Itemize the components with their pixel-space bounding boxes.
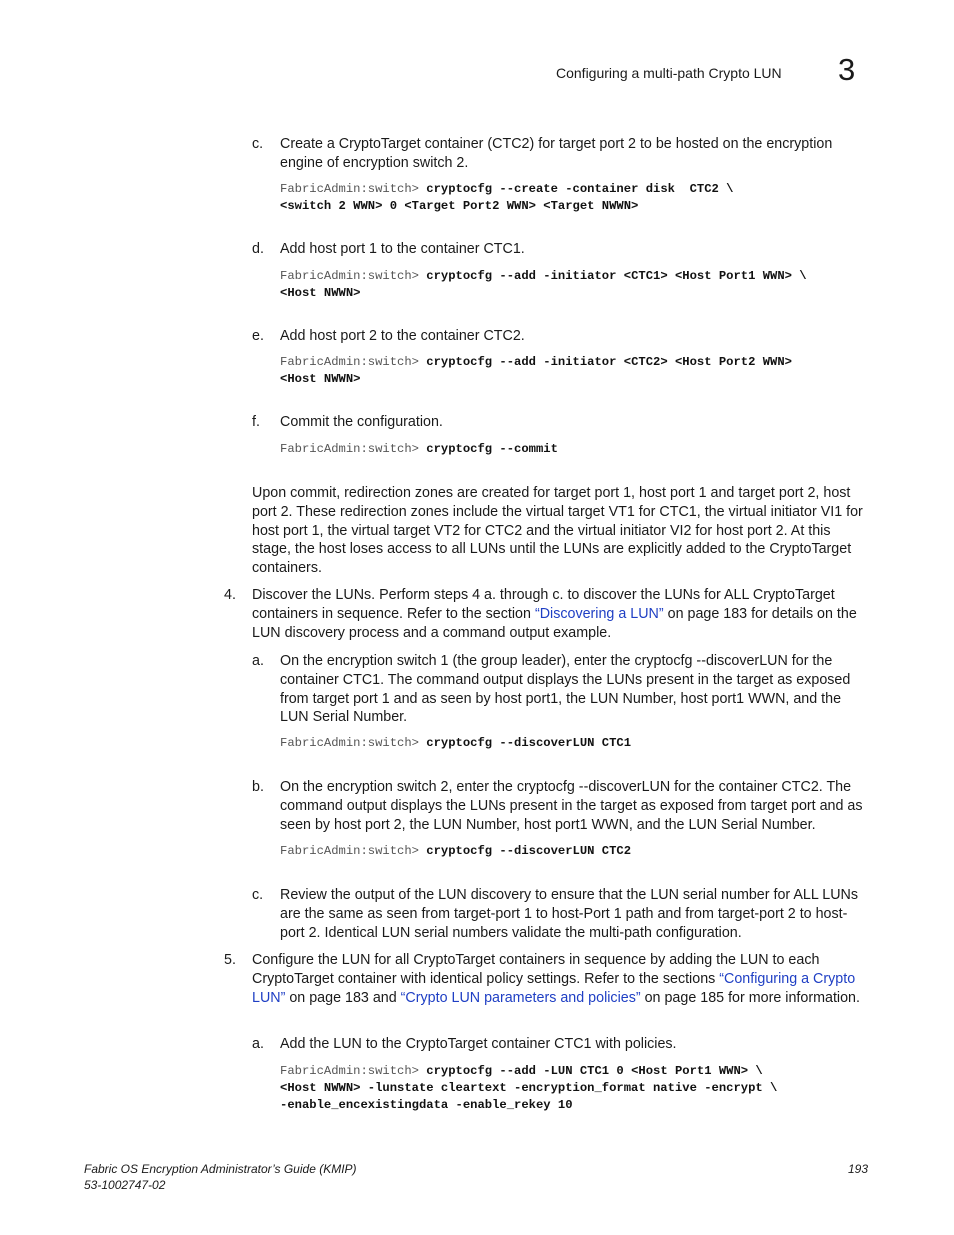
code-discover-ctc2: [280, 843, 870, 860]
step-4c-label: c.: [252, 887, 264, 903]
step-d-text: Add host port 1 to the container CTC1.: [280, 241, 525, 257]
step-c-label: c.: [252, 136, 264, 152]
code-command: cryptocfg --add -LUN CTC1 0 <Host Port1 WWN> \: [426, 1064, 763, 1078]
code-command: cryptocfg --add -initiator <CTC2> <Host Port2 WWN>: [426, 355, 792, 369]
code-command: <switch 2 WWN> 0 <Target Port2 WWN> <Target NWWN>: [280, 198, 639, 213]
text-run: on page 183 and: [285, 989, 401, 1006]
step-e-text: Add host port 2 to the container CTC2.: [280, 328, 525, 344]
code-prompt: FabricAdmin:switch>: [280, 1064, 427, 1078]
code-prompt: FabricAdmin:switch>: [280, 269, 427, 283]
step-4a-text: [280, 652, 870, 727]
footer-doc-title: Fabric OS Encryption Administrator’s Guide (KMIP): [84, 1162, 357, 1176]
code-command: cryptocfg --commit: [426, 442, 558, 456]
step-4b-text: [280, 778, 870, 834]
step-5-text: [252, 951, 870, 1007]
step-f-text: Commit the configuration.: [280, 414, 443, 430]
text-run: on page 185 for more information.: [640, 989, 860, 1006]
link-configuring-crypto-lun[interactable]: “Configuring a Crypto LUN”: [252, 970, 856, 1006]
step-4b-label: b.: [252, 779, 264, 795]
step-5a-label: a.: [252, 1036, 264, 1052]
text-run: for the container CTC2. The command output displays the LUNs present in the target as exposed from target port and as seen by host port 2, the LUN Number, host port1 WWN, and the LUN Serial Number.: [280, 779, 863, 833]
chapter-number: 3: [838, 52, 856, 87]
commit-paragraph: Upon commit, redirection zones are created for target port 1, host port 1 and target port 2, host port 2. These redirection zones include the virtual target VT1 for CTC1, the virtual initiator VI1 for host port 1, the virtual target VT2 for CTC2 and the virtual initiator VI2 for host port 2. At this stage, the host loses access to all LUNs until the LUNs are explicitly added to the CryptoTarget containers.: [252, 485, 863, 577]
code-command: <Host NWWN> -lunstate cleartext -encryption_format native -encrypt \: [280, 1080, 778, 1095]
step-4-label: 4.: [224, 587, 236, 603]
text-run: Configure the LUN for all CryptoTarget containers in sequence by adding the LUN to each CryptoTarget container with identical policy settings. Refer to the sections: [252, 952, 820, 987]
text-run: On the encryption switch 1 (the group leader), enter the: [280, 653, 635, 669]
footer-doc-id: 53-1002747-02: [84, 1178, 166, 1192]
text-run: On the encryption switch 2, enter the: [280, 779, 517, 795]
step-f-label: f.: [252, 414, 260, 430]
code-command: cryptocfg --discoverLUN CTC1: [426, 736, 632, 750]
step-4a-label: a.: [252, 653, 264, 669]
code-command: <Host NWWN>: [280, 285, 361, 300]
code-add-initiator-2: [280, 354, 870, 388]
code-prompt: FabricAdmin:switch>: [280, 844, 427, 858]
step-4c-text: Review the output of the LUN discovery to ensure that the LUN serial number for ALL LUNs are the same as seen from target-port 1 to host-Port 1 path and from target-port 2 to host-port 2. Identical LUN serial numbers validate the multi-path configuration.: [280, 887, 858, 941]
code-command: cryptocfg --create -container disk CTC2 \: [426, 182, 734, 196]
link-crypto-lun-parameters[interactable]: “Crypto LUN parameters and policies”: [400, 989, 641, 1006]
step-e-label: e.: [252, 328, 264, 344]
code-prompt: FabricAdmin:switch>: [280, 442, 427, 456]
code-commit: [280, 441, 870, 458]
code-command: cryptocfg --add -initiator <CTC1> <Host Port1 WWN> \: [426, 269, 807, 283]
running-header-title: Configuring a multi-path Crypto LUN: [556, 65, 782, 81]
step-5-label: 5.: [224, 952, 236, 968]
step-5a-text: Add the LUN to the CryptoTarget container CTC1 with policies.: [280, 1036, 677, 1052]
code-add-initiator-1: [280, 268, 870, 302]
code-command: cryptocfg --discoverLUN CTC2: [426, 844, 632, 858]
code-command: <Host NWWN>: [280, 371, 361, 386]
text-run: for the container CTC1. The command output displays the LUNs present in the target as exposed from target port 1 and as seen by host port1, the LUN Number, host port1 WWN, and the LUN Serial Number.: [280, 653, 851, 726]
code-command: -enable_encexistingdata -enable_rekey 10: [280, 1097, 573, 1112]
code-prompt: FabricAdmin:switch>: [280, 355, 427, 369]
footer-page-number: 193: [848, 1162, 869, 1176]
code-prompt: FabricAdmin:switch>: [280, 736, 427, 750]
inline-command: cryptocfg --discoverLUN: [634, 653, 788, 669]
inline-command: cryptocfg --discoverLUN: [516, 779, 671, 795]
code-add-lun: [280, 1063, 870, 1113]
code-prompt: FabricAdmin:switch>: [280, 182, 427, 196]
step-d-label: d.: [252, 241, 264, 257]
code-create-container: [280, 181, 870, 215]
code-discover-ctc1: [280, 735, 870, 752]
step-4-text: [252, 586, 870, 642]
link-discovering-a-lun[interactable]: “Discovering a LUN”: [534, 605, 664, 622]
step-c-text: Create a CryptoTarget container (CTC2) for target port 2 to be hosted on the encryption engine of encryption switch 2.: [280, 136, 833, 171]
text-run: Discover the LUNs. Perform steps 4 a. through c. to discover the LUNs for ALL CryptoTarget containers in sequence. Refer to the section: [252, 587, 835, 622]
text-run: on page 183 for details on the LUN discovery process and a command output example.: [252, 605, 857, 641]
